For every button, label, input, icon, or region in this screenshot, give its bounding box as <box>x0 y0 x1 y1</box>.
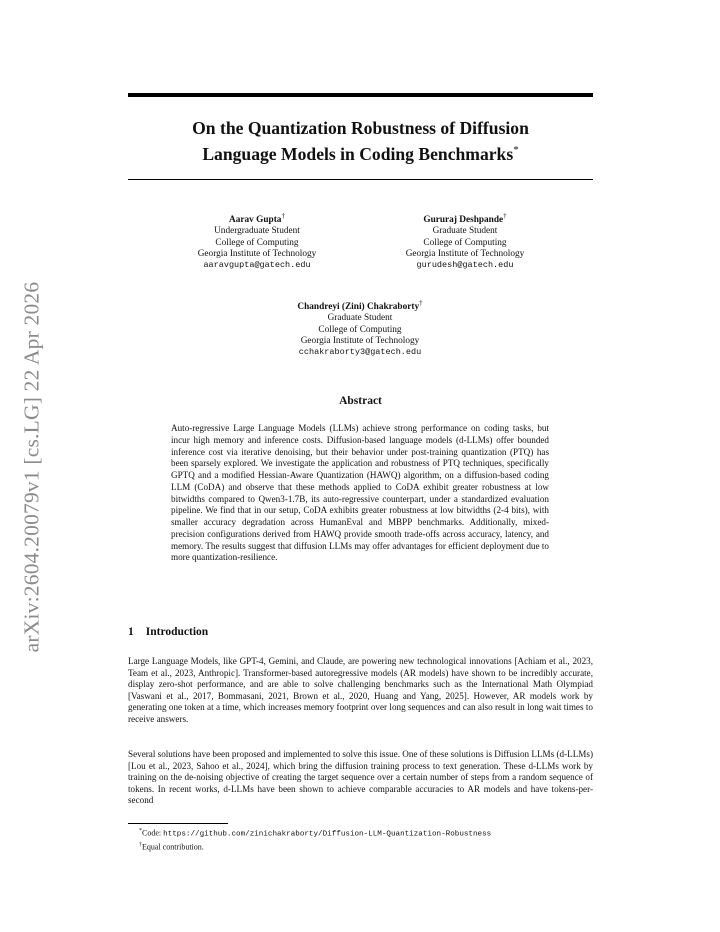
footnote-code: *Code: https://github.com/zinichakraborty/Diffusion-LLM-Quantization-Robustness <box>139 828 492 839</box>
author-name: Aarav Gupta† <box>229 212 285 226</box>
title-line-2: Language Models in Coding Benchmarks <box>202 143 514 164</box>
author-name: Gururaj Deshpande† <box>423 212 507 226</box>
intro-paragraph-1: Large Language Models, like GPT-4, Gemini, and Claude, are powering new technological innovations [Achiam et al., 2023, Team et al., 2023, Anthropic]. Transformer-based autoregressive models (AR models) have shown to be incredibly accurate, display zero-shot performance, and are able to solve challenging benchmarks such as the International Math Olympiad [Vaswani et al., 2017, Bommasani, 2021, Brown et al., 2020, Huang and Yang, 2025]. However, AR models work by generating one token at a time, which increases memory footprint over long sequences and can also result in long wait times to receive answers. <box>128 656 593 724</box>
author-department: College of Computing <box>215 237 299 248</box>
abstract-text: Auto-regressive Large Language Models (LLMs) achieve strong performance on coding tasks, but incur high memory and inference costs. Diffusion-based language models (d-LLMs) offer bounded inference cost via iterative denoising, but their behavior under post-training quantization (PTQ) has been sparsely explored. We investigate the application and robustness of PTQ techniques, specifically GPTQ and a modified Hessian-Aware Quantization (HAWQ) algorithm, on a diffusion-based coding LLM (CoDA) and observe that these methods applied to CoDA exhibit greater robustness at low bitwidths compared to Qwen3-1.7B, its auto-regressive counterpart, under a standardized evaluation pipeline. We find that in our setup, CoDA exhibits greater robustness at low bitwidths (2-4 bits), with smaller accuracy degradation across HumanEval and MBPP benchmarks. Additionally, mixed-precision configurations derived from HAWQ provide smooth trade-offs across accuracy, latency, and memory. The results suggest that diffusion LLMs may offer advantages for efficient deployment due to more quantization-resilience. <box>171 423 549 563</box>
author-department: College of Computing <box>318 324 402 335</box>
author-role: Graduate Student <box>327 313 393 324</box>
author-block-2 <box>356 211 574 271</box>
author-block-3 <box>251 298 469 358</box>
section-number: 1 <box>128 626 134 638</box>
author-institution: Georgia Institute of Technology <box>197 248 317 259</box>
code-link[interactable]: https://github.com/zinichakraborty/Diffusion-LLM-Quantization-Robustness <box>163 830 492 839</box>
arxiv-identifier <box>18 262 46 672</box>
author-institution: Georgia Institute of Technology <box>405 248 525 259</box>
author-name: Chandreyi (Zini) Chakraborty† <box>297 299 423 313</box>
footnote-equal-contribution: †Equal contribution. <box>139 841 204 852</box>
author-role: Graduate Student <box>432 226 498 237</box>
title-line-1: On the Quantization Robustness of Diffusion <box>192 118 529 138</box>
author-department: College of Computing <box>423 237 507 248</box>
abstract-heading: Abstract <box>339 395 382 407</box>
section-heading-introduction <box>128 626 208 638</box>
author-email[interactable]: aaravgupta@gatech.edu <box>203 259 311 270</box>
paper-title <box>128 117 593 165</box>
intro-paragraph-2: Several solutions have been proposed and implemented to solve this issue. One of these solutions is Diffusion LLMs (d-LLMs) [Lou et al., 2023, Sahoo et al., 2024], which bring the diffusion training process to text generation. These d-LLMs work by training on the de-noising objective of creating the target sequence over a certain number of steps from a random sequence of tokens. In recent works, d-LLMs have been shown to achieve comparable accuracies to AR models and have tokens-per-second <box>128 749 593 806</box>
author-block-1 <box>148 211 366 271</box>
author-email[interactable]: gurudesh@gatech.edu <box>416 259 514 270</box>
footnote-rule <box>128 823 228 824</box>
title-bottom-rule <box>128 179 593 180</box>
author-role: Undergraduate Student <box>214 226 300 237</box>
title-top-rule <box>128 93 593 97</box>
arxiv-identifier-text: arXiv:2604.20079v1 [cs.LG] 22 Apr 2026 <box>19 281 44 653</box>
section-title: Introduction <box>145 626 209 638</box>
footnotes <box>128 826 593 852</box>
author-institution: Georgia Institute of Technology <box>300 335 420 346</box>
title-footnote-mark: * <box>513 144 519 156</box>
author-email[interactable]: cchakraborty3@gatech.edu <box>298 346 422 357</box>
